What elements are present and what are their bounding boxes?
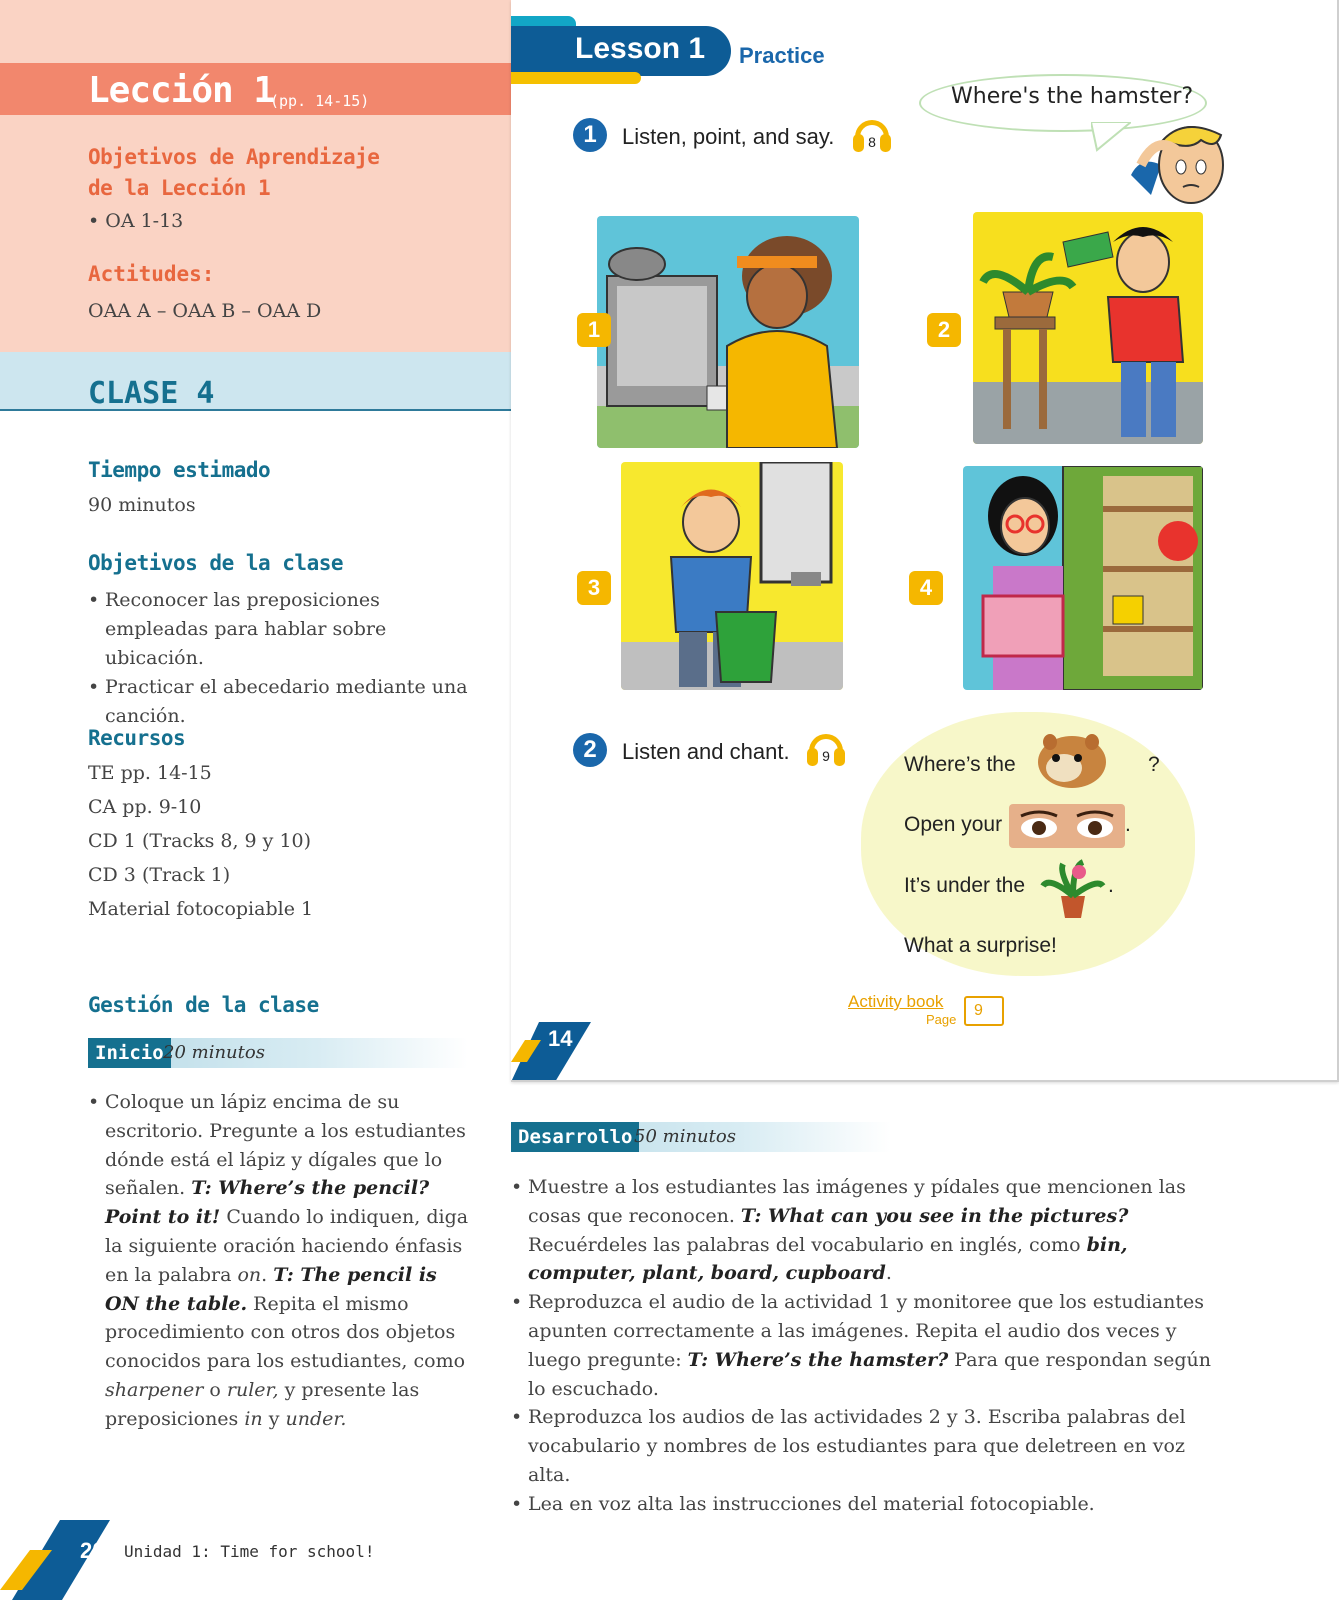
track-number: 8: [868, 134, 876, 150]
page-number: 20: [80, 1538, 105, 1563]
tiempo-heading: Tiempo estimado: [88, 458, 271, 482]
text-run: bin, computer, plant, board, cupboard: [528, 1233, 1128, 1285]
text-run: under.: [285, 1407, 347, 1430]
text-run: sharpener: [105, 1378, 204, 1401]
confused-boy-illustration: [1121, 105, 1241, 205]
activity1-number: 1: [573, 118, 607, 152]
activity2-instruction: Listen and chant.: [622, 739, 790, 764]
text-run: y: [262, 1407, 286, 1430]
activity-book-page-label: Page: [926, 1012, 957, 1027]
headphones-cup: [880, 134, 891, 152]
list-item: • Reconocer las preposiciones empleadas para hablar sobre ubicación.: [88, 586, 468, 673]
objetivos-clase-heading: Objetivos de la clase: [88, 551, 344, 575]
list-item: • Lea en voz alta las instrucciones del material fotocopiable.: [511, 1490, 1211, 1519]
text-run: .: [261, 1263, 274, 1286]
picture-computer-girl: [597, 216, 859, 448]
headphones-cup: [807, 748, 818, 766]
text-run: y presente las preposiciones: [105, 1378, 420, 1430]
picture-badge: 1: [577, 313, 611, 347]
objetivos-aprendizaje-heading: [88, 142, 379, 204]
inicio-paragraph: [88, 1088, 476, 1434]
gestion-heading: Gestión de la clase: [88, 993, 319, 1017]
picture-bin-boy: [621, 462, 843, 690]
text-run: T: Where’s the hamster?: [687, 1348, 949, 1371]
track-number: 9: [822, 748, 830, 764]
headphones-cup: [853, 134, 864, 152]
desarrollo-label: Desarrollo: [511, 1122, 639, 1152]
list-item: • Reproduzca los audios de las actividades 2 y 3. Escriba palabras del vocabulario y nombres de los estudiantes para que deletreen en voz alta.: [511, 1403, 1211, 1489]
list-item: • Practicar el abecedario mediante una canción.: [88, 673, 468, 731]
text-run: ruler,: [226, 1378, 279, 1401]
list-item: [511, 1288, 1211, 1403]
computer-girl-illustration: [597, 216, 859, 448]
chant-line: What a surprise!: [904, 934, 1057, 957]
chant-line-end: .: [1108, 874, 1114, 897]
text-run: on: [237, 1263, 262, 1286]
book-icon: [964, 996, 1004, 1026]
text-run: T: The pencil is ON the table.: [105, 1263, 437, 1315]
inicio-time: 20 minutos: [163, 1042, 265, 1063]
recursos-item: CD 1 (Tracks 8, 9 y 10): [88, 830, 312, 852]
plant-picture: [1039, 856, 1107, 920]
tiempo-text: 90 minutos: [88, 494, 196, 516]
picture-badge: 3: [577, 571, 611, 605]
objetivos-clase-list: [88, 586, 468, 731]
text-run: Coloque un lápiz encima de su escritorio. Pregunte a los estudiantes dónde está el lápiz y dígales que lo señalen.: [105, 1091, 466, 1200]
desarrollo-time: 50 minutos: [634, 1126, 736, 1147]
lesson-label: Lesson 1: [575, 32, 706, 65]
actitudes-heading: Actitudes:: [88, 262, 215, 286]
student-page: [511, 0, 1339, 1082]
text-run: Repita el mismo procedimiento con otros dos objetos conocidos para los estudiantes, como: [105, 1292, 466, 1373]
headphones-cup: [834, 748, 845, 766]
activity1-instruction: Listen, point, and say.: [622, 124, 835, 149]
recursos-item: CA pp. 9-10: [88, 796, 202, 818]
bin-boy-illustration: [621, 462, 843, 690]
picture-cupboard-girl: [963, 466, 1203, 690]
hamster-picture: [1034, 728, 1110, 790]
headphones-icon[interactable]: [807, 734, 845, 766]
text-run: o: [203, 1378, 227, 1401]
objetivos-item: • OA 1-13: [88, 210, 184, 232]
text-run: Cuando lo indiquen, diga la siguiente oración haciendo énfasis en la palabra: [105, 1206, 469, 1286]
chant-line: Open your: [904, 813, 1003, 836]
leccion-title: Lección 1: [88, 70, 275, 111]
headphones-icon[interactable]: [853, 120, 891, 152]
objetivos-item-text: OA 1-13: [105, 210, 184, 232]
clase-title: CLASE 4: [88, 376, 215, 411]
heading-line: de la Lección 1: [88, 176, 271, 200]
clase-bar: [0, 352, 511, 411]
text-run: T: Where’s the pencil? Point to it!: [105, 1177, 430, 1229]
inicio-label: Inicio: [88, 1038, 171, 1068]
picture-badge: 2: [927, 313, 961, 347]
text-run: in: [244, 1407, 263, 1430]
heading-line: Objetivos de Aprendizaje: [88, 145, 380, 169]
cupboard-girl-illustration: [963, 466, 1203, 690]
recursos-heading: Recursos: [88, 726, 186, 750]
lesson-tab-accent: [511, 72, 641, 84]
chant-line-end: .: [1125, 813, 1131, 836]
text-run: .: [885, 1262, 892, 1285]
recursos-item: CD 3 (Track 1): [88, 864, 231, 886]
actitudes-text: OAA A – OAA B – OAA D: [88, 300, 322, 322]
desarrollo-list: [511, 1173, 1211, 1519]
activity-book-page-number: 9: [974, 1002, 983, 1019]
picture-plant-boy: [973, 212, 1203, 444]
text-run: Muestre a los estudiantes las imágenes y pídales que mencionen las cosas que reconocen.: [528, 1176, 1186, 1227]
plant-boy-illustration: [973, 212, 1203, 444]
picture-badge: 4: [909, 571, 943, 605]
recursos-item: Material fotocopiable 1: [88, 898, 314, 920]
text-run: Para que respondan según lo escuchado.: [528, 1348, 1211, 1400]
recursos-item: TE pp. 14-15: [88, 762, 212, 784]
text-run: Recuérdeles las palabras del vocabulario en inglés, como: [528, 1233, 1087, 1256]
list-item: [511, 1173, 1211, 1288]
student-page-number: 14: [548, 1026, 573, 1051]
practice-label: Practice: [739, 43, 825, 68]
text-run: Reproduzca el audio de la actividad 1 y monitoree que los estudiantes apunten correctamente a las imágenes. Repita el audio dos veces y luego pregunte:: [528, 1291, 1205, 1371]
chant-line-end: ?: [1148, 753, 1160, 776]
list-item: [88, 1088, 476, 1434]
chant-line: Where’s the: [904, 753, 1016, 776]
speech-bubble-text: Where's the hamster?: [951, 84, 1194, 109]
activity-book-link[interactable]: Activity book: [848, 992, 944, 1011]
unit-title: Unidad 1: Time for school!: [124, 1542, 375, 1561]
chant-line: It’s under the: [904, 874, 1026, 897]
text-run: T: What can you see in the pictures?: [740, 1204, 1129, 1227]
activity2-number: 2: [573, 733, 607, 767]
eyes-picture: [1009, 804, 1125, 848]
leccion-pages: (pp. 14-15): [270, 92, 370, 110]
